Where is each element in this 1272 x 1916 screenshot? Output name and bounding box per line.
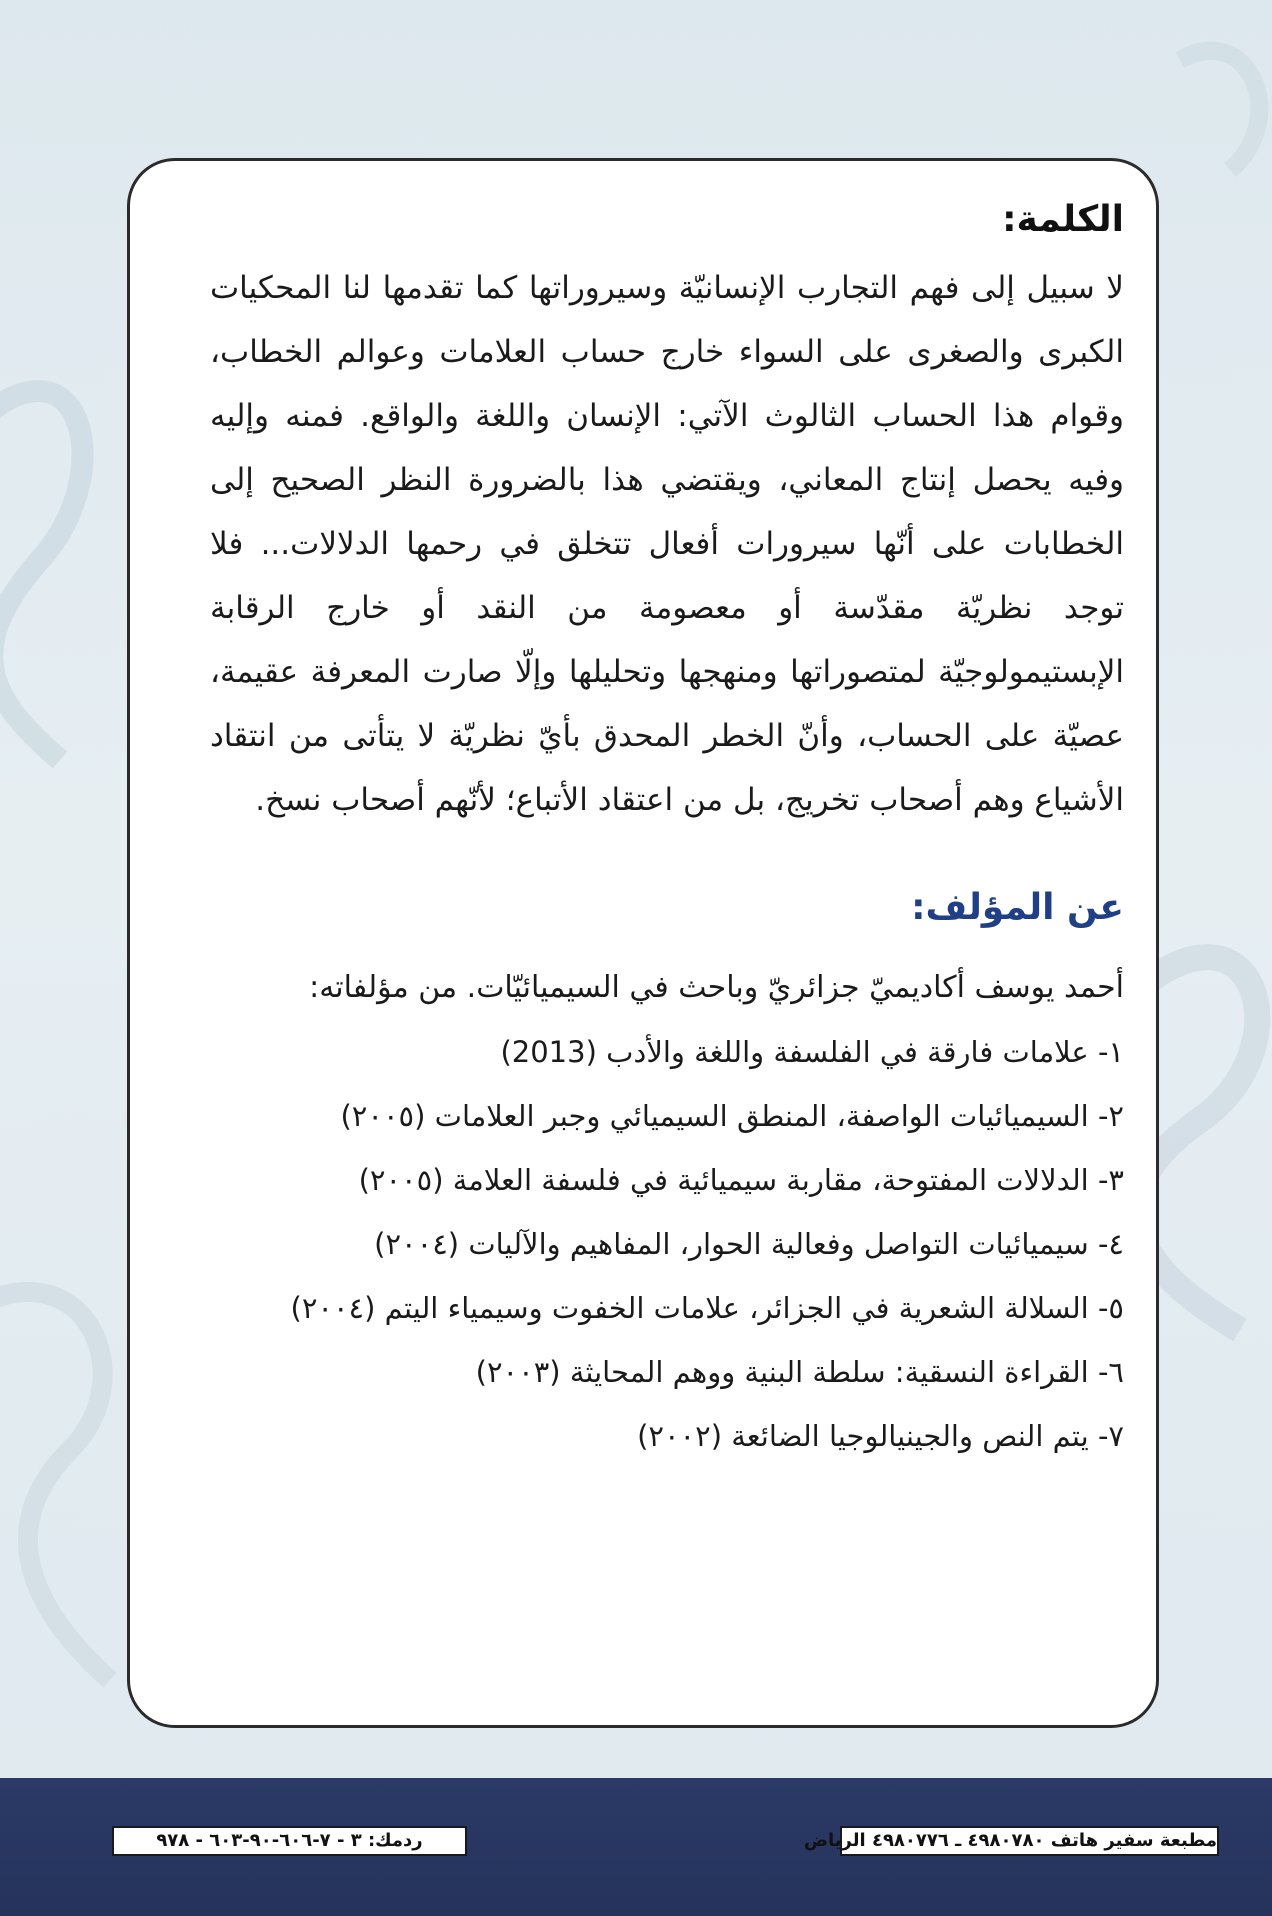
work-item-5: ٥- السلالة الشعرية في الجزائر، علامات الخفوت وسيمياء اليتم (٢٠٠٤) [290, 1291, 1124, 1325]
isbn-label: ردمك: ٣ - ٧-٦٠٦-٩٠-٦٠٣ - ٩٧٨ [112, 1826, 467, 1856]
printer-label: مطبعة سفير هاتف ٤٩٨٠٧٨٠ ـ ٤٩٨٠٧٧٦ الرياض [840, 1826, 1219, 1856]
work-item-7: ٧- يتم النص والجينيالوجيا الضائعة (٢٠٠٢) [637, 1419, 1124, 1453]
author-intro: أحمد يوسف أكاديميّ جزائريّ وباحث في السيميائيّات. من مؤلفاته: [309, 970, 1124, 1005]
works-list [210, 1020, 1124, 1468]
work-item-4: ٤- سيميائيات التواصل وفعالية الحوار، المفاهيم والآليات (٢٠٠٤) [374, 1227, 1124, 1261]
panel-content [210, 196, 1124, 1468]
work-item-2: ٢- السيميائيات الواصفة، المنطق السيميائي وجبر العلامات (٢٠٠٥) [340, 1099, 1124, 1133]
word-paragraph: لا سبيل إلى فهم التجارب الإنسانيّة وسيروراتها كما تقدمها لنا المحكيات الكبرى والصغرى على السواء خارج حساب العلامات وعوالم الخطاب، وقوام هذا الحساب الثالوث الآتي: الإنسان واللغة والواقع. فمنه وإليه وفيه يحصل إنتاج المعاني، ويقتضي هذا بالضرورة النظر الصحيح إلى الخطابات على أنّها سيرورات أفعال تتخلق في رحمها الدلالات... فلا توجد نظريّة مقدّسة أو معصومة من النقد أو خارج الرقابة الإبستيمولوجيّة لمتصوراتها ومنهجها وتحليلها وإلّا صارت المعرفة عقيمة، عصيّة على الحساب، وأنّ الخطر المحدق بأيّ نظريّة لا يتأتى من انتقاد الأشياع وهم أصحاب تخريج، بل من اعتقاد الأتباع؛ لأنّهم أصحاب نسخ. [210, 270, 1124, 818]
section-title-author: عن المؤلف: [911, 887, 1124, 928]
section-title-word: الكلمة: [1002, 199, 1124, 240]
work-item-3: ٣- الدلالات المفتوحة، مقاربة سيميائية في فلسفة العلامة (٢٠٠٥) [358, 1163, 1124, 1197]
work-item-1: ١- علامات فارقة في الفلسفة واللغة والأدب (2013) [500, 1035, 1124, 1069]
work-item-6: ٦- القراءة النسقية: سلطة البنية ووهم المحايثة (٢٠٠٣) [475, 1355, 1124, 1389]
